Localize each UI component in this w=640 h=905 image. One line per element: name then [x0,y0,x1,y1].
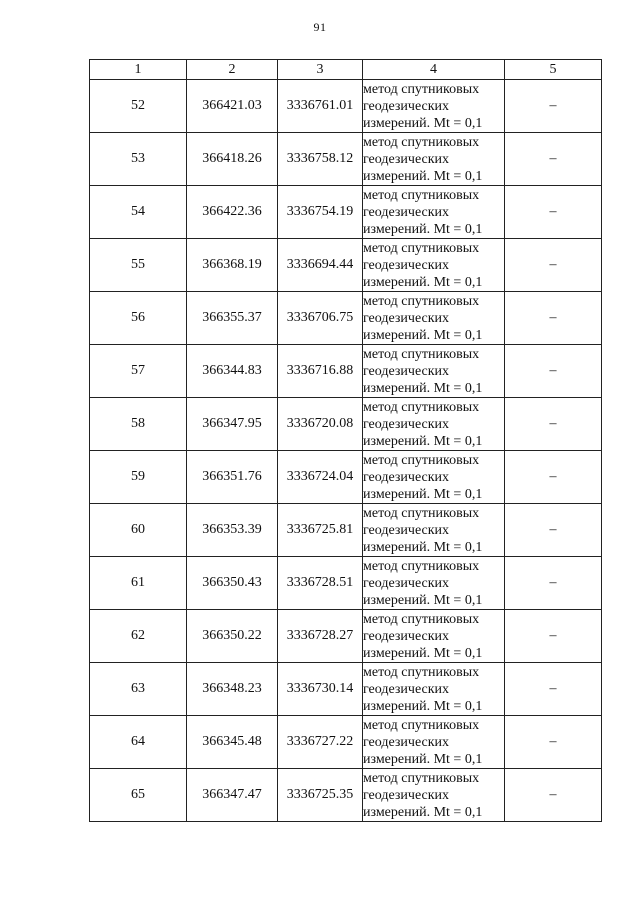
table-row [90,239,602,292]
x-coordinate-cell: 366350.22 [187,610,278,663]
header-cell-5: 5 [505,60,602,80]
x-coordinate-cell: 366418.26 [187,133,278,186]
header-cell-2: 2 [187,60,278,80]
method-cell [363,292,505,345]
x-coordinate-cell: 366355.37 [187,292,278,345]
method-line: измерений. Mt = 0,1 [363,327,483,343]
y-coordinate-cell: 3336730.14 [278,663,363,716]
x-coordinate-cell: 366368.19 [187,239,278,292]
table-row [90,345,602,398]
note-cell: – [505,663,602,716]
y-coordinate-cell: 3336716.88 [278,345,363,398]
method-line: метод спутниковых [363,81,480,97]
table-row [90,451,602,504]
point-number-cell: 57 [90,345,187,398]
method-line: метод спутниковых [363,558,480,574]
table-row [90,716,602,769]
table-body [90,80,602,822]
y-coordinate-cell: 3336725.81 [278,504,363,557]
note-cell: – [505,504,602,557]
header-cell-4: 4 [363,60,505,80]
method-cell [363,610,505,663]
note-cell: – [505,610,602,663]
note-cell: – [505,557,602,610]
point-number-cell: 61 [90,557,187,610]
method-line: метод спутниковых [363,399,480,415]
method-line: геодезических [363,787,450,803]
note-cell: – [505,292,602,345]
point-number-cell: 56 [90,292,187,345]
method-line: метод спутниковых [363,346,480,362]
method-cell [363,716,505,769]
note-cell: – [505,239,602,292]
method-line: геодезических [363,416,450,432]
method-cell [363,769,505,822]
method-line: измерений. Mt = 0,1 [363,274,483,290]
note-cell: – [505,80,602,133]
point-number-cell: 63 [90,663,187,716]
y-coordinate-cell: 3336724.04 [278,451,363,504]
note-cell: – [505,398,602,451]
note-cell: – [505,716,602,769]
method-line: измерений. Mt = 0,1 [363,221,483,237]
point-number-cell: 62 [90,610,187,663]
method-line: метод спутниковых [363,293,480,309]
table-row [90,133,602,186]
table-row [90,292,602,345]
y-coordinate-cell: 3336725.35 [278,769,363,822]
y-coordinate-cell: 3336754.19 [278,186,363,239]
table-row [90,610,602,663]
method-line: геодезических [363,204,450,220]
note-cell: – [505,451,602,504]
method-line: геодезических [363,734,450,750]
method-line: измерений. Mt = 0,1 [363,115,483,131]
method-line: метод спутниковых [363,717,480,733]
method-cell [363,80,505,133]
method-cell [363,239,505,292]
table-row [90,504,602,557]
method-line: измерений. Mt = 0,1 [363,804,483,820]
method-line: метод спутниковых [363,240,480,256]
method-line: метод спутниковых [363,664,480,680]
y-coordinate-cell: 3336706.75 [278,292,363,345]
method-line: метод спутниковых [363,187,480,203]
method-line: геодезических [363,98,450,114]
point-number-cell: 54 [90,186,187,239]
x-coordinate-cell: 366421.03 [187,80,278,133]
method-line: метод спутниковых [363,505,480,521]
method-line: измерений. Mt = 0,1 [363,380,483,396]
point-number-cell: 60 [90,504,187,557]
method-line: метод спутниковых [363,770,480,786]
point-number-cell: 65 [90,769,187,822]
method-line: измерений. Mt = 0,1 [363,168,483,184]
method-line: геодезических [363,257,450,273]
y-coordinate-cell: 3336694.44 [278,239,363,292]
table-row [90,80,602,133]
method-line: измерений. Mt = 0,1 [363,486,483,502]
method-line: измерений. Mt = 0,1 [363,751,483,767]
method-cell [363,663,505,716]
point-number-cell: 55 [90,239,187,292]
method-cell [363,451,505,504]
method-line: метод спутниковых [363,452,480,468]
page-number: 91 [313,20,327,34]
point-number-cell: 64 [90,716,187,769]
method-line: измерений. Mt = 0,1 [363,433,483,449]
method-line: измерений. Mt = 0,1 [363,645,483,661]
header-row [90,60,602,80]
x-coordinate-cell: 366353.39 [187,504,278,557]
method-line: измерений. Mt = 0,1 [363,592,483,608]
method-cell [363,133,505,186]
y-coordinate-cell: 3336720.08 [278,398,363,451]
x-coordinate-cell: 366350.43 [187,557,278,610]
x-coordinate-cell: 366422.36 [187,186,278,239]
y-coordinate-cell: 3336728.27 [278,610,363,663]
method-line: геодезических [363,469,450,485]
method-line: измерений. Mt = 0,1 [363,539,483,555]
x-coordinate-cell: 366344.83 [187,345,278,398]
method-line: геодезических [363,575,450,591]
point-number-cell: 53 [90,133,187,186]
x-coordinate-cell: 366348.23 [187,663,278,716]
table-row [90,663,602,716]
y-coordinate-cell: 3336727.22 [278,716,363,769]
method-line: геодезических [363,151,450,167]
y-coordinate-cell: 3336728.51 [278,557,363,610]
method-line: метод спутниковых [363,134,480,150]
method-cell [363,345,505,398]
method-cell [363,557,505,610]
header-cell-3: 3 [278,60,363,80]
y-coordinate-cell: 3336761.01 [278,80,363,133]
table-row [90,398,602,451]
note-cell: – [505,133,602,186]
method-line: геодезических [363,310,450,326]
y-coordinate-cell: 3336758.12 [278,133,363,186]
point-number-cell: 59 [90,451,187,504]
method-cell [363,504,505,557]
header-cell-1: 1 [90,60,187,80]
note-cell: – [505,186,602,239]
x-coordinate-cell: 366351.76 [187,451,278,504]
point-number-cell: 52 [90,80,187,133]
x-coordinate-cell: 366347.47 [187,769,278,822]
method-line: геодезических [363,628,450,644]
method-line: геодезических [363,681,450,697]
method-line: геодезических [363,522,450,538]
x-coordinate-cell: 366345.48 [187,716,278,769]
x-coordinate-cell: 366347.95 [187,398,278,451]
point-number-cell: 58 [90,398,187,451]
note-cell: – [505,769,602,822]
method-cell [363,186,505,239]
note-cell: – [505,345,602,398]
method-line: измерений. Mt = 0,1 [363,698,483,714]
method-line: геодезических [363,363,450,379]
method-cell [363,398,505,451]
table-row [90,186,602,239]
table-row [90,557,602,610]
method-line: метод спутниковых [363,611,480,627]
coordinates-table [89,59,602,822]
table-row [90,769,602,822]
